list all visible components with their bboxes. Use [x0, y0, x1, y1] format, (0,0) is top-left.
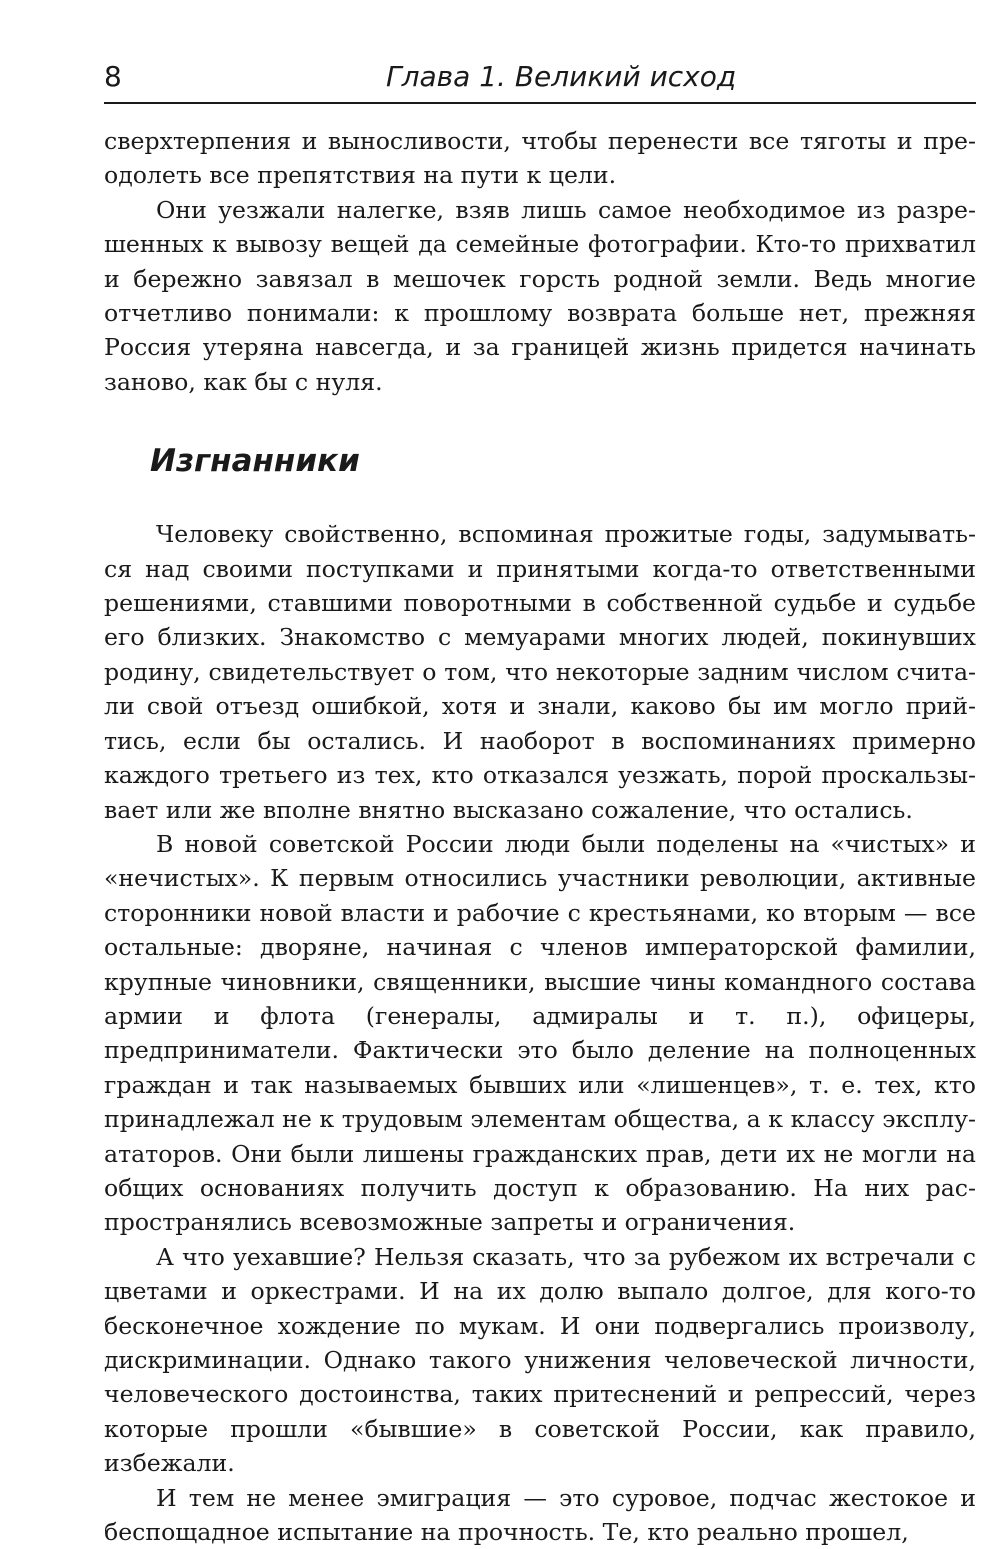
paragraph: Человеку свойственно, вспоминая прожитые годы, задумываться над своими поступками и принятыми когда-то ответственными решениями, ставшими поворотными в собственной судьбе и судьбе его близких. Знакомство с мемуарами многих людей, покинувших родину, свидетельствует о том, что некоторые задним числом считали свой отъезд ошибкой, хотя и знали, каково бы им могло прийтись, если бы остались. И наоборот в воспоминаниях примерно каждого третьего из тех, кто отказался уезжать, порой проскальзывает или же вполне внятно высказано сожаление, что остались. — [104, 520, 976, 824]
running-title: Глава 1. Великий исход — [386, 60, 737, 93]
paragraph: А что уехавшие? Нельзя сказать, что за рубежом их встречали с цветами и оркестрами. И на их долю выпало долгое, для кого-то бесконечное хождение по мукам. И они подвергались произволу, дискриминации. Однако такого унижения человеческой личности, человеческого достоинства, таких притеснений и репрессий, через которые прошли «бывшие» в советской России, как правило, избежали. — [104, 1242, 976, 1478]
page-body — [104, 124, 976, 1549]
paragraph: И тем не менее эмиграция — это суровое, подчас жестокое и беспощадное испытание на прочность. Те, кто реально прошел, — [104, 1483, 976, 1547]
paragraph-continuation: сверхтерпения и выносливости, чтобы перенести все тяготы и преодолеть все препятствия на пути к цели. — [104, 127, 976, 190]
paragraph: В новой советской России люди были поделены на «чистых» и «нечистых». К первым относились участники революции, активные сторонники новой власти и рабочие с крестьянами, ко вторым — все остальные: дворяне, начиная с членов императорской фамилии, крупные чиновники, священники, высшие чины командного состава армии и флота (генералы, адмиралы и т. п.), офицеры, предприниматели. Фактически это было деление на полноценных граждан и так называемых бывших или «лишенцев», т. е. тех, кто принадлежал не к трудовым элементам общества, а к классу эксплуататоров. Они были лишены гражданских прав, дети их не могли на общих основаниях получить доступ к образованию. На них распространялись всевозможные запреты и ограничения. — [104, 829, 976, 1237]
paragraph: Они уезжали налегке, взяв лишь самое необходимое из разрешенных к вывозу вещей да семейные фотографии. Кто-то прихватил и бережно завязал в мешочек горсть родной земли. Ведь многие отчетливо понимали: к прошлому возврата больше нет, прежняя Россия утеряна навсегда, и за границей жизнь придется начинать заново, как бы с нуля. — [104, 195, 976, 396]
page-header — [104, 54, 976, 104]
page-number: 8 — [104, 60, 122, 93]
section-heading: Изгнанники — [150, 443, 360, 480]
